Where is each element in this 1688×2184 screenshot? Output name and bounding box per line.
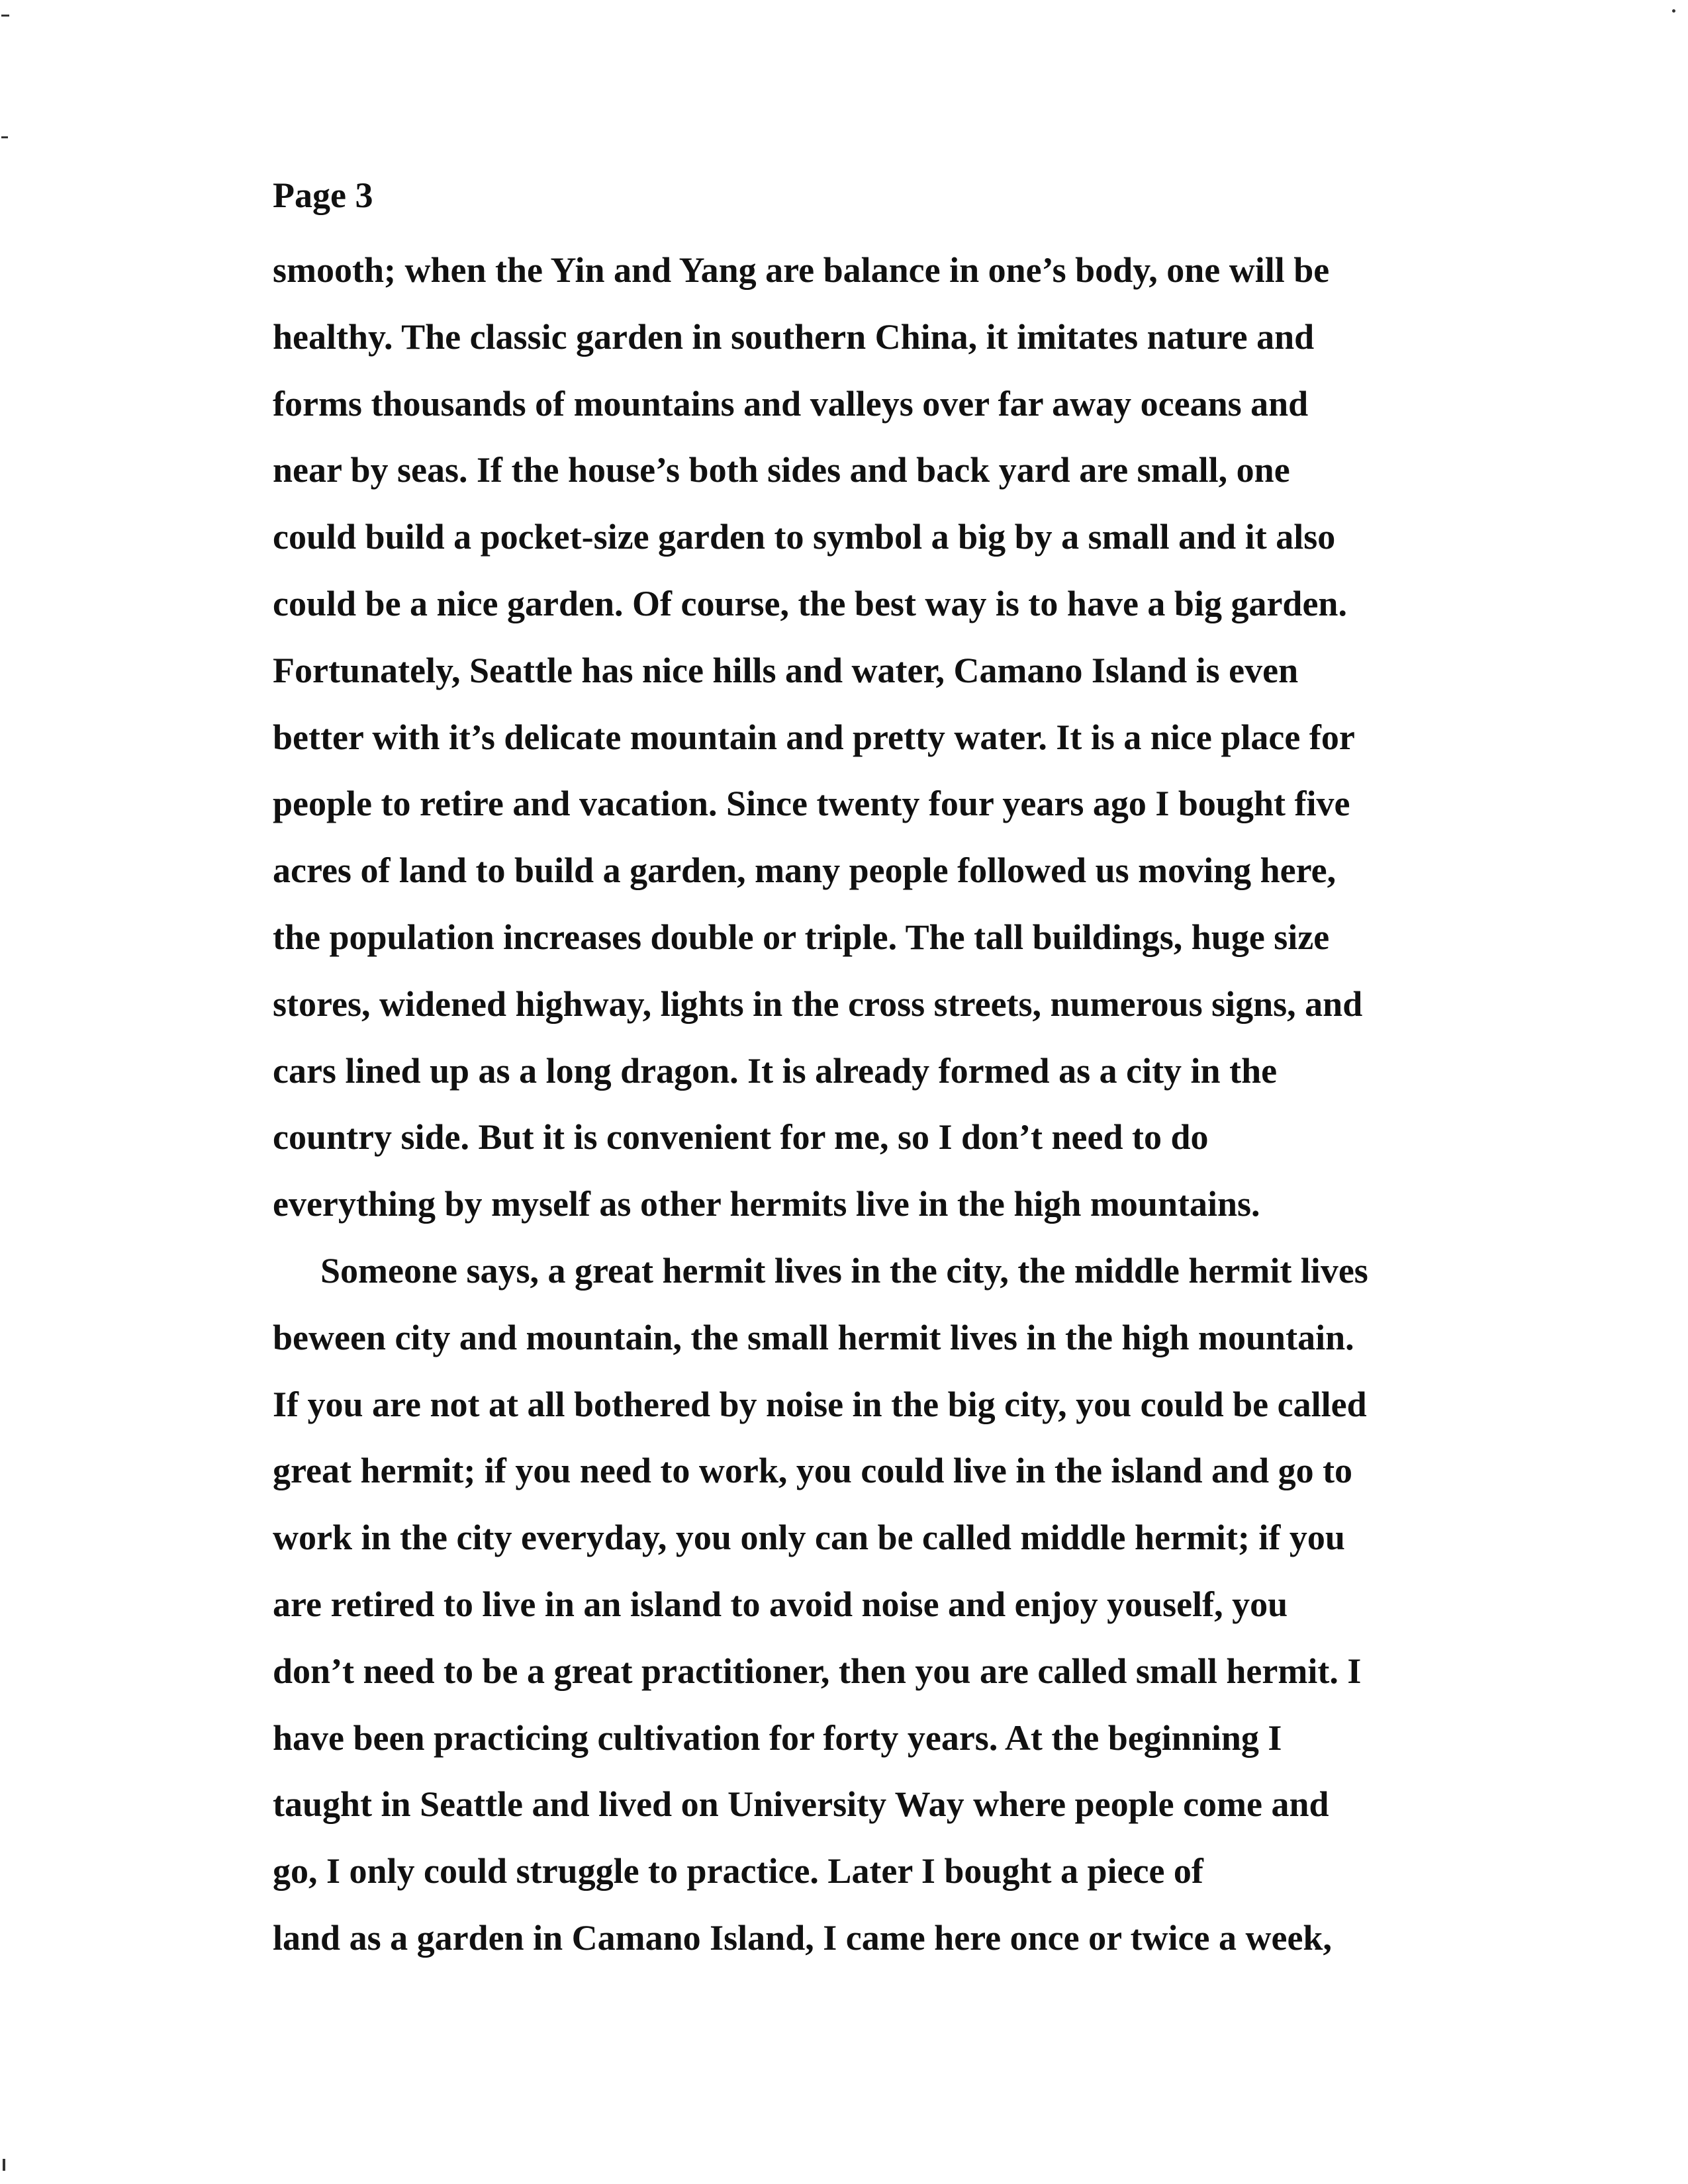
text-line: are retired to live in an island to avoid noise and enjoy youself, you [273, 1584, 1288, 1624]
text-line: If you are not at all bothered by noise in the big city, you could be called [273, 1384, 1367, 1424]
text-line: beween city and mountain, the small hermit lives in the high mountain. [273, 1317, 1354, 1357]
scan-mark-bottom-left [3, 2159, 5, 2171]
text-line: forms thousands of mountains and valleys over far away oceans and [273, 383, 1309, 424]
scan-mark-top-right [1672, 9, 1675, 13]
text-line: stores, widened highway, lights in the cross streets, numerous signs, and [273, 983, 1363, 1024]
text-line: Fortunately, Seattle has nice hills and water, Camano Island is even [273, 650, 1299, 690]
scan-mark-left-margin [1, 136, 8, 138]
text-line: people to retire and vacation. Since twenty four years ago I bought five [273, 784, 1350, 824]
text-line: don’t need to be a great practitioner, then you are called small hermit. I [273, 1651, 1362, 1691]
text-line: better with it’s delicate mountain and pretty water. It is a nice place for [273, 717, 1355, 757]
text-line: country side. But it is convenient for me, so I don’t need to do [273, 1117, 1209, 1158]
text-line: could be a nice garden. Of course, the best way is to have a big garden. [273, 583, 1347, 623]
text-line: healthy. The classic garden in southern China, it imitates nature and [273, 316, 1315, 357]
text-line: go, I only could struggle to practice. Later I bought a piece of [273, 1851, 1203, 1891]
text-line: land as a garden in Camano Island, I came here once or twice a week, [273, 1917, 1332, 1958]
text-line: could build a pocket-size garden to symbol a big by a small and it also [273, 517, 1336, 557]
text-line: the population increases double or triple. The tall buildings, huge size [273, 917, 1330, 957]
text-line: near by seas. If the house’s both sides and back yard are small, one [273, 450, 1290, 490]
text-line: smooth; when the Yin and Yang are balance in one’s body, one will be [273, 250, 1330, 290]
text-line: have been practicing cultivation for forty years. At the beginning I [273, 1717, 1282, 1758]
text-line: taught in Seattle and lived on University Way where people come and [273, 1784, 1329, 1825]
scan-mark-top-left [1, 15, 9, 17]
text-line: Someone says, a great hermit lives in the city, the middle hermit lives [320, 1250, 1368, 1291]
page-number: Page 3 [273, 175, 373, 215]
body-text [273, 237, 1517, 1972]
text-line: work in the city everyday, you only can be called middle hermit; if you [273, 1518, 1345, 1558]
text-line: acres of land to build a garden, many people followed us moving here, [273, 850, 1336, 891]
text-line: cars lined up as a long dragon. It is already formed as a city in the [273, 1050, 1278, 1091]
text-line: everything by myself as other hermits live in the high mountains. [273, 1184, 1260, 1224]
text-line: great hermit; if you need to work, you could live in the island and go to [273, 1451, 1353, 1491]
